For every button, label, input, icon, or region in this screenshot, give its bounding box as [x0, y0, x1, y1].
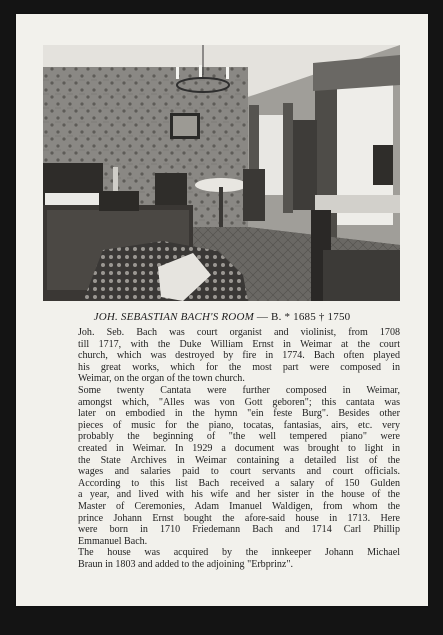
- text-line: a year, and lived with his wife and her sister in the house of the: [78, 489, 400, 501]
- text-line: his great works, which for the most part were composed in: [78, 361, 400, 373]
- postcard: [16, 14, 428, 606]
- text-line: wages and salaries paid to court servants and court officials.: [78, 466, 400, 478]
- text-line: probably the beginning of "the well tempered piano" were: [78, 431, 400, 443]
- text-line: created in Weimar. In 1929 a document was brought to light in: [78, 442, 400, 454]
- text-line: Joh. Seb. Bach was court organist and violinist, from 1708: [78, 327, 400, 338]
- caption-title: JOH. SEBASTIAN BACH'S ROOM: [93, 311, 254, 323]
- text-line: amongst which, "Alles was von Gott geboren"; this cantata was: [78, 396, 400, 408]
- paragraph-2: [64, 385, 400, 547]
- text-line: church, which was destroyed by fire in 1774. Bach often played: [78, 350, 400, 362]
- text-line: Braun in 1803 and added to the adjoining "Erbprinz".: [78, 558, 293, 570]
- text-line: pieces of music for the piano, tocatas, fantasias, airs, etc. very: [78, 419, 400, 431]
- text-line: Emmanuel Bach.: [78, 535, 148, 547]
- paragraph-3: [64, 547, 400, 570]
- text-line: The house was acquired by the innkeeper Johann Michael: [78, 547, 400, 559]
- text-line: Some twenty Cantata were further composed in Weimar,: [78, 384, 400, 396]
- text-line: prince Johann Ernst bought the afore-said house in 1713. Here: [78, 512, 400, 524]
- caption-dates: — B. * 1685 † 1750: [256, 311, 351, 323]
- text-line: According to this list Bach received a salary of 150 Gulden: [78, 477, 400, 489]
- description-text: [64, 327, 400, 570]
- room-photograph: [43, 45, 400, 301]
- paragraph-1: [64, 327, 400, 385]
- text-line: the State Archives in Weimar containing a detailed list of the: [78, 454, 400, 466]
- text-line: later on embodied in the hymn "ein feste Burg". Besides other: [78, 408, 400, 420]
- text-line: till 1717, with the Duke William Ernst in Weimar at the court: [78, 338, 400, 350]
- text-line: were born in 1710 Friedemann Bach and 1714 Carl Phillip: [78, 524, 400, 536]
- text-line: Weimar, on the organ of the town church.: [78, 373, 245, 385]
- text-line: Master of Ceremonies, Adam Imanuel Waldigen, from whom the: [78, 500, 400, 512]
- photo-caption: [44, 311, 400, 323]
